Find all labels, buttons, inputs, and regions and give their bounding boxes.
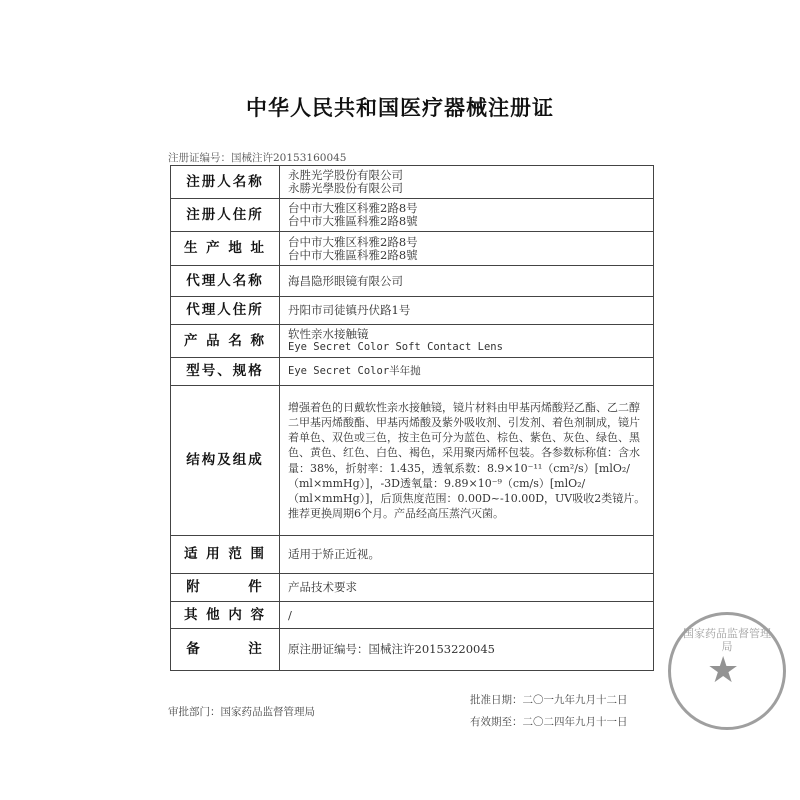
row-value: Eye Secret Color半年抛 (280, 358, 654, 386)
table-row (171, 536, 654, 574)
approval-department: 审批部门：国家药品监督管理局 (168, 706, 315, 718)
table-row (171, 297, 654, 325)
table-row (171, 386, 654, 536)
row-value (280, 166, 654, 199)
row-value: 海昌隐形眼镜有限公司 (280, 266, 654, 297)
seal-text: 国家药品监督管理局 (683, 627, 771, 653)
value-line: 台中市大雅區科雅2路8號 (288, 214, 418, 228)
approval-date: 批准日期：二〇一九年九月十二日 (470, 694, 628, 706)
row-label: 注册人住所 (171, 199, 280, 232)
value-line: 软性亲水接触镜 (288, 327, 369, 341)
table-row (171, 358, 654, 386)
row-label: 适 用 范 围 (171, 536, 280, 574)
row-value (280, 199, 654, 232)
row-label: 结构及组成 (171, 386, 280, 536)
row-value (280, 232, 654, 266)
row-value (280, 325, 654, 358)
row-value: 适用于矫正近视。 (280, 536, 654, 574)
official-seal (668, 612, 786, 730)
table-row (171, 166, 654, 199)
row-label: 其 他 内 容 (171, 602, 280, 629)
star-icon: ★ (707, 650, 740, 691)
row-label: 代理人住所 (171, 297, 280, 325)
row-value: 增强着色的日戴软性亲水接触镜，镜片材料由甲基丙烯酸羟乙酯、乙二醇二甲基丙烯酸酯、甲基丙烯酸及紫外吸收剂、引发剂、着色剂制成，镜片着单色、双色或三色，按主色可分为蓝色、棕色、紫色、灰色、绿色、黑色、黄色、红色、白色、褐色，采用聚丙烯杯包装。各参数标称值：含水量：38%，折射率：1.435，透氧系数：8.9×10⁻¹¹（cm²/s）[mlO₂/（ml×mmHg）]，-3D透氧量：9.89×10⁻⁹（cm/s）[mlO₂/（ml×mmHg）]，后顶焦度范围：0.00D~-10.00D，UV吸收2类镜片。推荐更换周期6个月。产品经高压蒸汽灭菌。 (280, 386, 654, 536)
row-label: 代理人名称 (171, 266, 280, 297)
value-line: Eye Secret Color Soft Contact Lens (288, 341, 503, 353)
table-row (171, 325, 654, 358)
row-label: 备 注 (171, 629, 280, 671)
value-line: 台中市大雅区科雅2路8号 (288, 201, 418, 215)
row-label: 附 件 (171, 574, 280, 602)
table-row (171, 574, 654, 602)
row-label: 生 产 地 址 (171, 232, 280, 266)
row-value: 产品技术要求 (280, 574, 654, 602)
certificate-title: 中华人民共和国医疗器械注册证 (246, 95, 554, 120)
value-line: 永勝光學股份有限公司 (288, 181, 403, 195)
value-line: 台中市大雅區科雅2路8號 (288, 247, 418, 262)
table-row (171, 266, 654, 297)
row-value: 原注册证编号：国械注许20153220045 (280, 629, 654, 671)
valid-until: 有效期至：二〇二四年九月十一日 (470, 716, 628, 728)
certificate-table (170, 165, 654, 671)
table-row (171, 199, 654, 232)
row-value: / (280, 602, 654, 629)
value-line: 台中市大雅区科雅2路8号 (288, 234, 418, 249)
table-row (171, 629, 654, 671)
table-row (171, 232, 654, 266)
row-value: 丹阳市司徒镇丹伏路1号 (280, 297, 654, 325)
row-label: 注册人名称 (171, 166, 280, 199)
row-label: 型号、规格 (171, 358, 280, 386)
table-row (171, 602, 654, 629)
row-label: 产 品 名 称 (171, 325, 280, 358)
registration-number: 注册证编号：国械注许20153160045 (168, 152, 347, 164)
value-line: 永胜光学股份有限公司 (288, 168, 403, 182)
